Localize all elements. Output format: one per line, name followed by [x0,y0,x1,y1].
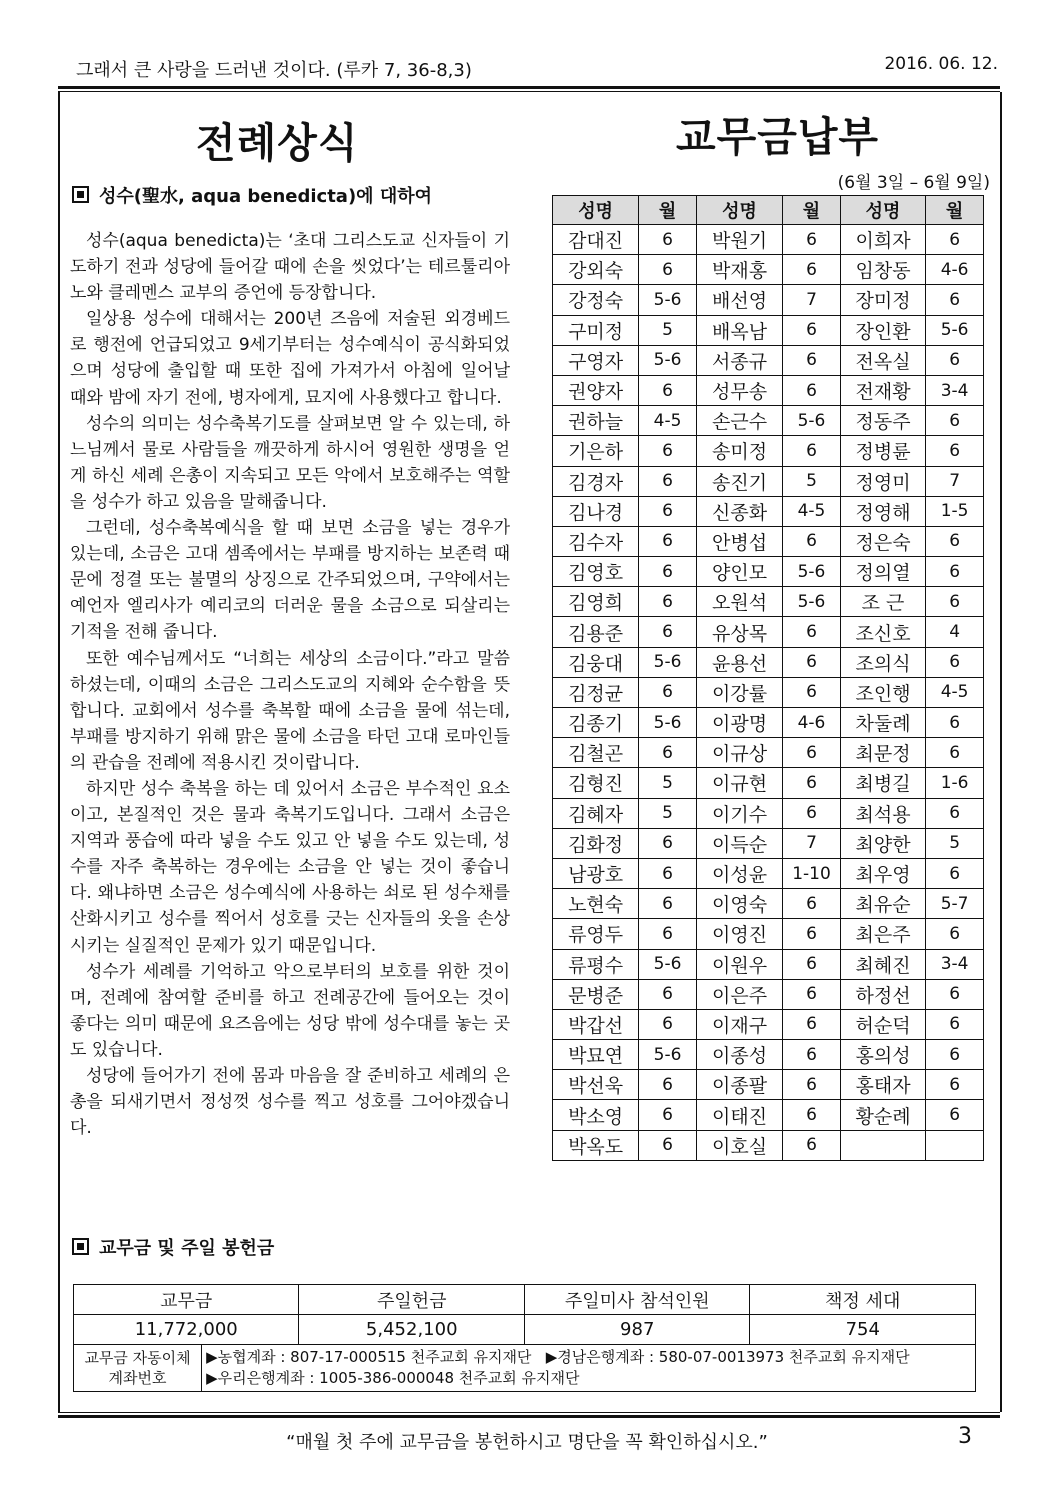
table-row [553,345,984,375]
roster-name-cell: 임창동 [840,255,925,285]
square-bullet-icon [72,186,89,203]
roster-month-cell: 6 [783,1100,841,1130]
roster-name-cell: 정영미 [840,466,925,496]
finance-header-dues: 교무금 [74,1285,299,1315]
finance-value-households: 754 [750,1315,976,1345]
payment-title: 교무금납부 [676,113,880,161]
roster-name-cell: 박원기 [696,225,782,255]
roster-month-cell: 6 [926,345,984,375]
roster-name-cell: 김수자 [553,526,639,556]
roster-name-cell: 전재황 [840,375,925,405]
roster-name-cell: 이강률 [696,677,782,707]
roster-month-cell: 6 [926,436,984,466]
roster-name-cell: 정은숙 [840,526,925,556]
roster-month-cell: 1-10 [783,858,841,888]
liturgy-title: 전례상식 [196,119,359,167]
roster-name-cell: 김나경 [553,496,639,526]
article-paragraph: 성수의 의미는 성수축복기도를 살펴보면 알 수 있는데, 하느님께서 물로 사람들을 깨끗하게 하시어 영원한 생명을 얻게 하신 세례 은총이 지속되고 모든 악에서 보호해주는 역할을 성수가 하고 있음을 말해줍니다. [70,413,510,512]
roster-month-cell: 6 [783,647,841,677]
roster-name-cell: 장인환 [840,315,925,345]
table-row [553,496,984,526]
table-row [553,1040,984,1070]
finance-header-households: 책정 세대 [750,1285,976,1315]
square-bullet-icon [72,1238,89,1255]
roster-name-cell: 이재구 [696,1009,782,1039]
roster-month-cell: 6 [783,617,841,647]
roster-name-cell: 조 근 [840,587,925,617]
roster-name-cell: 손근수 [696,406,782,436]
roster-name-cell: 권양자 [553,375,639,405]
roster-month-cell: 6 [926,1040,984,1070]
roster-name-cell: 차둘례 [840,708,925,738]
roster-name-cell: 신종화 [696,496,782,526]
payment-period: (6월 3일 – 6월 9일) [837,173,990,193]
roster-month-cell: 6 [783,949,841,979]
roster-name-cell: 최양한 [840,828,925,858]
table-row [553,557,984,587]
roster-name-cell: 김철곤 [553,738,639,768]
roster-name-cell: 조신호 [840,617,925,647]
roster-month-cell: 6 [639,677,697,707]
roster-name-cell: 김혜자 [553,798,639,828]
roster-month-cell: 6 [783,1130,841,1160]
roster-month-cell: 5-6 [639,949,697,979]
roster-month-cell: 6 [926,587,984,617]
roster-month-cell: 6 [639,828,697,858]
roster-name-cell: 정병륜 [840,436,925,466]
top-rule [58,86,1000,89]
account-label-line-2: 계좌번호 [108,1369,167,1387]
roster-name-cell: 이성윤 [696,858,782,888]
roster-name-cell: 윤용선 [696,647,782,677]
page-number: 3 [958,1424,972,1449]
article-paragraph: 성수가 세례를 기억하고 악으로부터의 보호를 위한 것이며, 전례에 참여할 준비를 하고 전례공간에 들어오는 것이 좋다는 의미 때문에 요즈음에는 성당 밖에 성수대를 놓는 곳도 있습니다. [70,961,510,1060]
table-row [553,617,984,647]
roster-month-cell: 5 [639,315,697,345]
account-numbers [202,1345,976,1392]
table-row [553,466,984,496]
roster-name-cell: 전옥실 [840,345,925,375]
table-row [553,828,984,858]
roster-name-cell: 박묘연 [553,1040,639,1070]
roster-month-cell: 7 [783,828,841,858]
roster-month-cell: 5-6 [783,587,841,617]
roster-month-cell: 6 [926,526,984,556]
table-row [553,526,984,556]
article-paragraph: 그런데, 성수축복예식을 할 때 보면 소금을 넣는 경우가 있는데, 소금은 고대 셈족에서는 부패를 방지하는 보존력 때문에 정결 또는 불멸의 상징으로 간주되었으며, 구약에서는 예언자 엘리사가 예리코의 더러운 물을 소금으로 되살리는 기적을 전해 줍니다. [70,518,510,643]
roster-month-cell: 6 [926,979,984,1009]
table-row [553,285,984,315]
roster-month-cell: 3-4 [926,375,984,405]
table-row [553,738,984,768]
roster-month-cell: 6 [639,375,697,405]
roster-name-cell: 최병길 [840,768,925,798]
roster-name-cell: 김화정 [553,828,639,858]
roster-month-cell: 5 [783,466,841,496]
roster-name-cell: 송미정 [696,436,782,466]
roster-name-cell: 류평수 [553,949,639,979]
finance-value-dues: 11,772,000 [74,1315,299,1345]
roster-month-cell: 4-5 [783,496,841,526]
table-row [553,919,984,949]
table-row [553,375,984,405]
roster-name-cell: 배옥남 [696,315,782,345]
roster-name-cell: 양인모 [696,557,782,587]
roster-name-cell: 구미정 [553,315,639,345]
roster-name-cell: 이기수 [696,798,782,828]
roster-name-cell: 이호실 [696,1130,782,1160]
table-row [553,1100,984,1130]
roster-month-cell: 6 [926,738,984,768]
roster-month-cell: 6 [783,889,841,919]
roster-month-cell: 4-6 [783,708,841,738]
roster-name-cell: 성무송 [696,375,782,405]
roster-name-cell: 박갑선 [553,1009,639,1039]
roster-month-cell: 5-6 [639,708,697,738]
table-row [553,406,984,436]
roster-month-cell: 6 [639,526,697,556]
roster-name-cell: 노현숙 [553,889,639,919]
roster-month-cell: 6 [783,436,841,466]
roster-name-cell: 이종성 [696,1040,782,1070]
roster-month-cell: 6 [926,1009,984,1039]
finance-header-offering: 주일헌금 [299,1285,525,1315]
roster-name-cell: 황순례 [840,1100,925,1130]
table-row [553,798,984,828]
roster-name-cell: 최유순 [840,889,925,919]
roster-month-cell: 6 [639,1130,697,1160]
roster-header-name: 성명 [553,196,639,225]
roster-name-cell: 유상목 [696,617,782,647]
account-label [74,1345,202,1392]
roster-month-cell: 6 [926,557,984,587]
roster-name-cell: 김경자 [553,466,639,496]
table-row [553,768,984,798]
roster-month-cell: 5 [639,798,697,828]
table-row [553,889,984,919]
roster-month-cell: 6 [639,225,697,255]
roster-name-cell: 최문정 [840,738,925,768]
roster-name-cell: 안병섭 [696,526,782,556]
roster-header-month: 월 [783,196,841,225]
roster-month-cell: 5-6 [639,285,697,315]
roster-month-cell: 4-5 [926,677,984,707]
article-paragraph: 하지만 성수 축복을 하는 데 있어서 소금은 부수적인 요소이고, 본질적인 것은 물과 축복기도입니다. 그래서 소금은 지역과 풍습에 따라 넣을 수도 있고 안 넣을 수도 있는데, 성수를 자주 축복하는 경우에는 소금을 안 넣는 것이 좋습니다. 왜냐하면 소금은 성수예식에 사용하는 쇠로 된 성수채를 산화시키고 성수를 찍어서 성호를 긋는 신자들의 옷을 손상시키는 실질적인 문제가 있기 때문입니다. [70,778,510,956]
bottom-rule-thick [58,1415,1000,1418]
roster-month-cell: 4-6 [926,255,984,285]
roster-name-cell: 최은주 [840,919,925,949]
roster-name-cell: 이원우 [696,949,782,979]
roster-month-cell: 5 [639,768,697,798]
roster-name-cell: 박옥도 [553,1130,639,1160]
roster-name-cell: 이광명 [696,708,782,738]
finance-value-offering: 5,452,100 [299,1315,525,1345]
roster-month-cell: 6 [783,919,841,949]
roster-name-cell: 이규현 [696,768,782,798]
roster-name-cell: 김종기 [553,708,639,738]
holy-water-heading [72,182,432,208]
roster-month-cell: 3-4 [926,949,984,979]
roster-name-cell: 최우영 [840,858,925,888]
roster-month-cell: 6 [639,738,697,768]
roster-month-cell: 6 [639,617,697,647]
roster-name-cell: 김용준 [553,617,639,647]
account-row [74,1345,976,1392]
roster-name-cell: 장미정 [840,285,925,315]
header-date: 2016. 06. 12. [884,54,998,74]
article-paragraph: 일상용 성수에 대해서는 200년 즈음에 저술된 외경베드로 행전에 언급되었고 9세기부터는 성수예식이 공식화되었으며 성당에 출입할 때 또한 집에 가져가서 아침에 일어날 때와 밤에 자기 전에, 병자에게, 묘지에 사용했다고 합니다. [70,309,510,408]
roster-month-cell: 4 [926,617,984,647]
table-row [553,647,984,677]
roster-header-name: 성명 [696,196,782,225]
roster-month-cell: 6 [926,285,984,315]
roster-month-cell: 6 [783,1009,841,1039]
roster-name-cell: 정동주 [840,406,925,436]
roster-header-name: 성명 [840,196,925,225]
roster-name-cell: 조인행 [840,677,925,707]
roster-month-cell: 6 [639,1070,697,1100]
roster-name-cell: 김웅대 [553,647,639,677]
roster-name-cell: 감대진 [553,225,639,255]
roster-month-cell: 6 [639,1009,697,1039]
article-paragraph: 또한 예수님께서도 “너희는 세상의 소금이다.”라고 말씀하셨는데, 이때의 소금은 그리스도교의 지혜와 순수함을 뜻합니다. 교회에서 성수를 축복할 때에 소금을 물에 섞는데, 부패를 방지하기 위해 맑은 물에 소금을 타던 고대 로마인들의 관습을 전례에 적용시킨 것이랍니다. [70,648,510,773]
roster-month-cell: 6 [639,1100,697,1130]
roster-month-cell: 6 [926,858,984,888]
roster-name-cell: 구영자 [553,345,639,375]
account-line-2: ▶우리은행계좌 : 1005-386-000048 천주교회 유지재단 [206,1369,580,1387]
roster-month-cell: 7 [926,466,984,496]
roster-month-cell [926,1130,984,1160]
roster-name-cell: 박소영 [553,1100,639,1130]
roster-name-cell: 이영진 [696,919,782,949]
roster-name-cell: 최혜진 [840,949,925,979]
roster-header-month: 월 [639,196,697,225]
roster-month-cell: 5-7 [926,889,984,919]
roster-name-cell: 김형진 [553,768,639,798]
roster-name-cell: 배선영 [696,285,782,315]
table-row [553,587,984,617]
roster-month-cell: 6 [783,768,841,798]
roster-name-cell: 이종팔 [696,1070,782,1100]
roster-month-cell: 1-5 [926,496,984,526]
table-row [553,949,984,979]
roster-name-cell: 이은주 [696,979,782,1009]
finance-table [73,1284,976,1392]
roster-name-cell: 하정선 [840,979,925,1009]
roster-month-cell: 6 [783,1070,841,1100]
roster-month-cell: 6 [783,798,841,828]
roster-name-cell: 조의식 [840,647,925,677]
header-verse: 그래서 큰 사랑을 드러낸 것이다. (루카 7, 36-8,3) [76,60,472,81]
roster-month-cell: 6 [783,375,841,405]
roster-name-cell: 이득순 [696,828,782,858]
roster-month-cell: 6 [639,496,697,526]
roster-month-cell: 7 [783,285,841,315]
table-row [553,1009,984,1039]
roster-name-cell: 강외숙 [553,255,639,285]
table-row [553,979,984,1009]
roster-month-cell: 6 [639,889,697,919]
roster-name-cell: 김정균 [553,677,639,707]
roster-month-cell: 6 [639,587,697,617]
account-label-line-1: 교무금 자동이체 [84,1349,191,1367]
roster-month-cell: 6 [639,255,697,285]
roster-month-cell: 4-5 [639,406,697,436]
roster-name-cell: 류영두 [553,919,639,949]
roster-month-cell: 6 [783,979,841,1009]
roster-name-cell: 정영해 [840,496,925,526]
roster-name-cell: 강정숙 [553,285,639,315]
roster-name-cell: 홍의성 [840,1040,925,1070]
roster-month-cell: 6 [926,708,984,738]
finance-value-row [74,1315,976,1345]
roster-name-cell: 김영희 [553,587,639,617]
roster-name-cell: 문병준 [553,979,639,1009]
finance-value-attendance: 987 [524,1315,750,1345]
roster-month-cell: 5-6 [639,647,697,677]
roster-name-cell: 최석용 [840,798,925,828]
roster-name-cell: 권하늘 [553,406,639,436]
roster-month-cell: 5-6 [783,406,841,436]
roster-name-cell: 박선욱 [553,1070,639,1100]
roster-month-cell: 6 [783,526,841,556]
roster-month-cell: 6 [639,557,697,587]
roster-name-cell: 이규상 [696,738,782,768]
roster-month-cell: 6 [783,225,841,255]
table-row [553,255,984,285]
roster-month-cell: 6 [783,1040,841,1070]
roster-month-cell: 6 [926,225,984,255]
holy-water-heading-text: 성수(聖水, aqua benedicta)에 대하여 [99,186,433,207]
roster-month-cell: 6 [639,466,697,496]
holy-water-article [70,228,510,1141]
table-row [553,677,984,707]
roster-month-cell: 5-6 [783,557,841,587]
roster-month-cell: 5-6 [639,1040,697,1070]
roster-month-cell: 6 [926,1100,984,1130]
roster-month-cell: 6 [639,436,697,466]
roster-name-cell: 이태진 [696,1100,782,1130]
finance-heading-text: 교무금 및 주일 봉헌금 [99,1238,275,1259]
roster-name-cell: 정의열 [840,557,925,587]
roster-name-cell: 이희자 [840,225,925,255]
roster-month-cell: 1-6 [926,768,984,798]
roster-month-cell: 6 [639,979,697,1009]
roster-month-cell: 6 [926,919,984,949]
roster-name-cell [840,1130,925,1160]
table-row [553,436,984,466]
roster-name-cell: 홍태자 [840,1070,925,1100]
table-row [553,1130,984,1160]
roster-month-cell: 6 [926,406,984,436]
roster-name-cell: 허순덕 [840,1009,925,1039]
roster-month-cell: 6 [783,255,841,285]
roster-name-cell: 송진기 [696,466,782,496]
roster-month-cell: 5-6 [926,315,984,345]
article-paragraph: 성당에 들어가기 전에 몸과 마음을 잘 준비하고 세례의 은총을 되새기면서 정성껏 성수를 찍고 성호를 그어야겠습니다. [70,1066,510,1139]
finance-header-attendance: 주일미사 참석인원 [524,1285,750,1315]
table-row [553,315,984,345]
table-row [553,708,984,738]
table-row [553,1070,984,1100]
footer-quote: “매월 첫 주에 교무금을 봉헌하시고 명단을 꼭 확인하십시오.” [286,1432,768,1453]
payment-roster-table [552,195,984,1161]
roster-name-cell: 기은하 [553,436,639,466]
roster-month-cell: 6 [783,677,841,707]
roster-month-cell: 5 [926,828,984,858]
roster-month-cell: 6 [639,858,697,888]
table-row [553,225,984,255]
account-line-1: ▶농협계좌 : 807-17-000515 천주교회 유지재단 ▶경남은행계좌 : 580-07-0013973 천주교회 유지재단 [206,1348,910,1366]
roster-month-cell: 6 [926,798,984,828]
finance-header-row [74,1285,976,1315]
roster-month-cell: 6 [783,345,841,375]
roster-header-month: 월 [926,196,984,225]
roster-name-cell: 서종규 [696,345,782,375]
roster-month-cell: 6 [783,315,841,345]
roster-month-cell: 6 [926,1070,984,1100]
finance-heading [72,1234,274,1260]
article-paragraph: 성수(aqua benedicta)는 ‘초대 그리스도교 신자들이 기도하기 전과 성당에 들어갈 때에 손을 씻었다’는 테르툴리아노와 클레멘스 교부의 증언에 등장합니다. [70,231,510,304]
roster-name-cell: 오원석 [696,587,782,617]
roster-month-cell: 5-6 [639,345,697,375]
roster-name-cell: 이영숙 [696,889,782,919]
roster-month-cell: 6 [783,738,841,768]
roster-name-cell: 남광호 [553,858,639,888]
table-row [553,858,984,888]
roster-name-cell: 김영호 [553,557,639,587]
roster-month-cell: 6 [926,647,984,677]
roster-name-cell: 박재홍 [696,255,782,285]
bottom-rule [58,1412,1000,1413]
roster-month-cell: 6 [639,919,697,949]
